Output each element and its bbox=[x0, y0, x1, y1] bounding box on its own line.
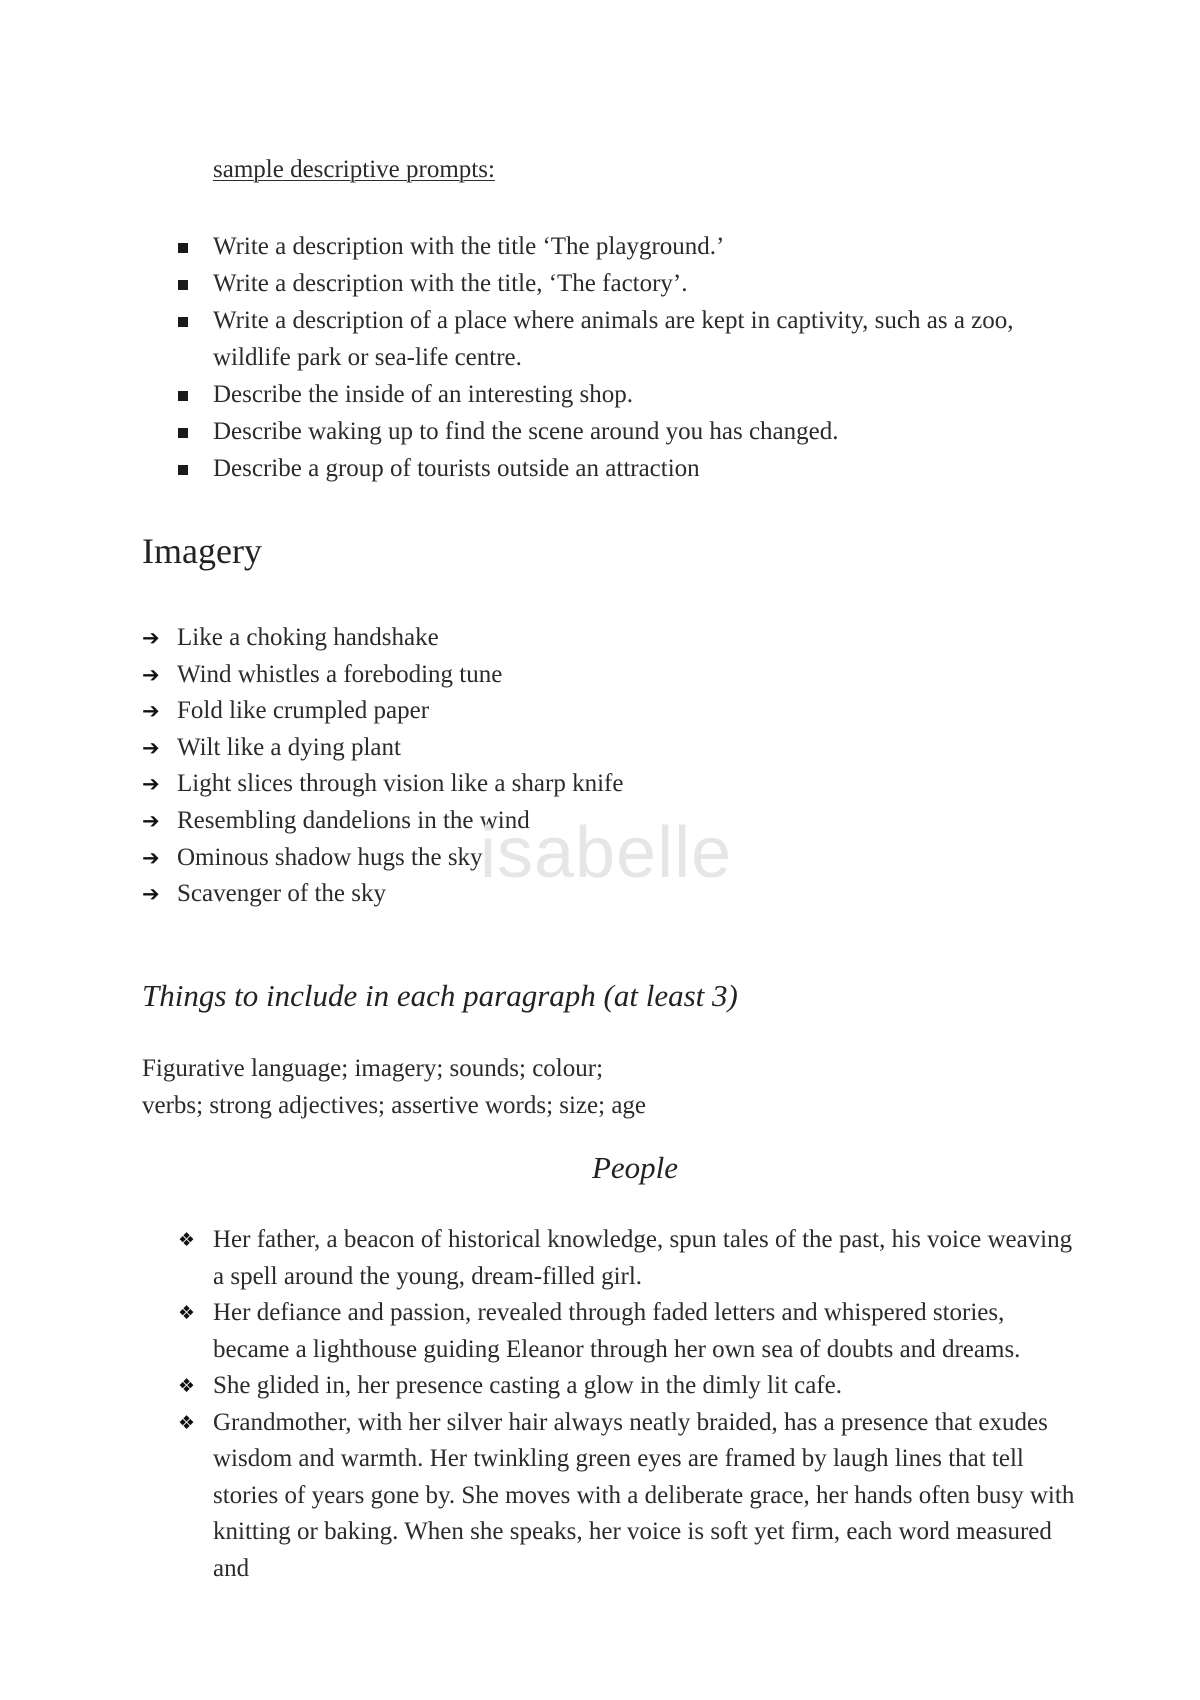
prompt-text: Describe the inside of an interesting shop. bbox=[213, 381, 634, 408]
imagery-text: Ominous shadow hugs the sky bbox=[177, 843, 483, 871]
square-bullet-icon bbox=[178, 280, 188, 290]
things-line-1: Figurative language; imagery; sounds; colour; bbox=[142, 1055, 604, 1082]
people-text: Her defiance and passion, revealed through faded letters and whispered stories, became a lighthouse guiding Eleanor through her own sea of doubts and dreams. bbox=[213, 1299, 1021, 1363]
list-item bbox=[178, 1222, 1078, 1295]
arrow-right-icon: ➔ bbox=[142, 882, 160, 907]
square-bullet-icon bbox=[178, 243, 188, 253]
list-item bbox=[142, 693, 623, 730]
people-text: Her father, a beacon of historical knowledge, spun tales of the past, his voice weaving a spell around the young, dream-filled girl. bbox=[213, 1226, 1073, 1290]
list-item bbox=[142, 766, 623, 803]
prompt-text: Describe a group of tourists outside an attraction bbox=[213, 455, 700, 482]
people-heading: People bbox=[591, 1150, 679, 1185]
imagery-heading: Imagery bbox=[142, 531, 262, 571]
list-item bbox=[142, 730, 623, 767]
imagery-text: Wilt like a dying plant bbox=[177, 733, 401, 761]
arrow-right-icon: ➔ bbox=[142, 699, 160, 724]
prompt-text: Describe waking up to find the scene around you has changed. bbox=[213, 418, 839, 445]
arrow-right-icon: ➔ bbox=[142, 626, 160, 650]
people-text: She glided in, her presence casting a glow in the dimly lit cafe. bbox=[213, 1372, 842, 1399]
arrow-right-icon: ➔ bbox=[142, 735, 160, 760]
arrow-right-icon: ➔ bbox=[142, 808, 160, 833]
list-item bbox=[142, 657, 623, 694]
list-item bbox=[178, 1405, 1078, 1588]
people-list bbox=[178, 1222, 1078, 1587]
square-bullet-icon bbox=[178, 428, 188, 438]
diamond-bullet-icon: ❖ bbox=[178, 1375, 196, 1397]
watermark: isabelle bbox=[480, 813, 733, 893]
list-item bbox=[178, 302, 1058, 376]
list-item bbox=[178, 376, 1058, 413]
prompt-text: Write a description with the title, ‘The factory’. bbox=[213, 270, 688, 297]
list-item bbox=[178, 413, 1058, 450]
arrow-right-icon: ➔ bbox=[142, 772, 160, 797]
imagery-text: Scavenger of the sky bbox=[177, 880, 386, 908]
prompts-heading: sample descriptive prompts: bbox=[213, 156, 495, 183]
list-item bbox=[178, 1295, 1078, 1368]
list-item bbox=[178, 450, 1058, 487]
imagery-text: Light slices through vision like a sharp knife bbox=[177, 770, 624, 798]
things-to-include-heading: Things to include in each paragraph (at least 3) bbox=[142, 978, 738, 1013]
square-bullet-icon bbox=[178, 391, 188, 401]
diamond-bullet-icon: ❖ bbox=[178, 1302, 196, 1324]
list-item bbox=[142, 620, 623, 657]
prompt-text: Write a description of a place where animals are kept in captivity, such as a zoo, wildlife park or sea-life centre. bbox=[213, 307, 1014, 371]
square-bullet-icon bbox=[178, 317, 188, 327]
list-item bbox=[178, 265, 1058, 302]
arrow-right-icon: ➔ bbox=[142, 662, 160, 687]
people-text: Grandmother, with her silver hair always neatly braided, has a presence that exudes wisdom and warmth. Her twinkling green eyes are framed by laugh lines that tell stories of years gone by. She moves with a deliberate grace, her hands often busy with knitting or baking. When she speaks, her voice is soft yet firm, each word measured and bbox=[213, 1408, 1075, 1582]
imagery-text: Resembling dandelions in the wind bbox=[177, 806, 530, 834]
things-line-2: verbs; strong adjectives; assertive words; size; age bbox=[142, 1092, 647, 1119]
list-item bbox=[178, 1368, 1078, 1405]
prompts-list bbox=[178, 228, 1058, 487]
prompt-text: Write a description with the title ‘The playground.’ bbox=[213, 233, 725, 260]
square-bullet-icon bbox=[178, 465, 188, 475]
list-item bbox=[178, 228, 1058, 265]
diamond-bullet-icon: ❖ bbox=[178, 1411, 196, 1434]
arrow-right-icon: ➔ bbox=[142, 845, 160, 870]
imagery-text: Like a choking handshake bbox=[177, 624, 439, 651]
diamond-bullet-icon: ❖ bbox=[178, 1229, 196, 1251]
imagery-text: Fold like crumpled paper bbox=[177, 697, 430, 725]
imagery-text: Wind whistles a foreboding tune bbox=[177, 660, 503, 688]
things-to-include-text bbox=[142, 1050, 842, 1124]
